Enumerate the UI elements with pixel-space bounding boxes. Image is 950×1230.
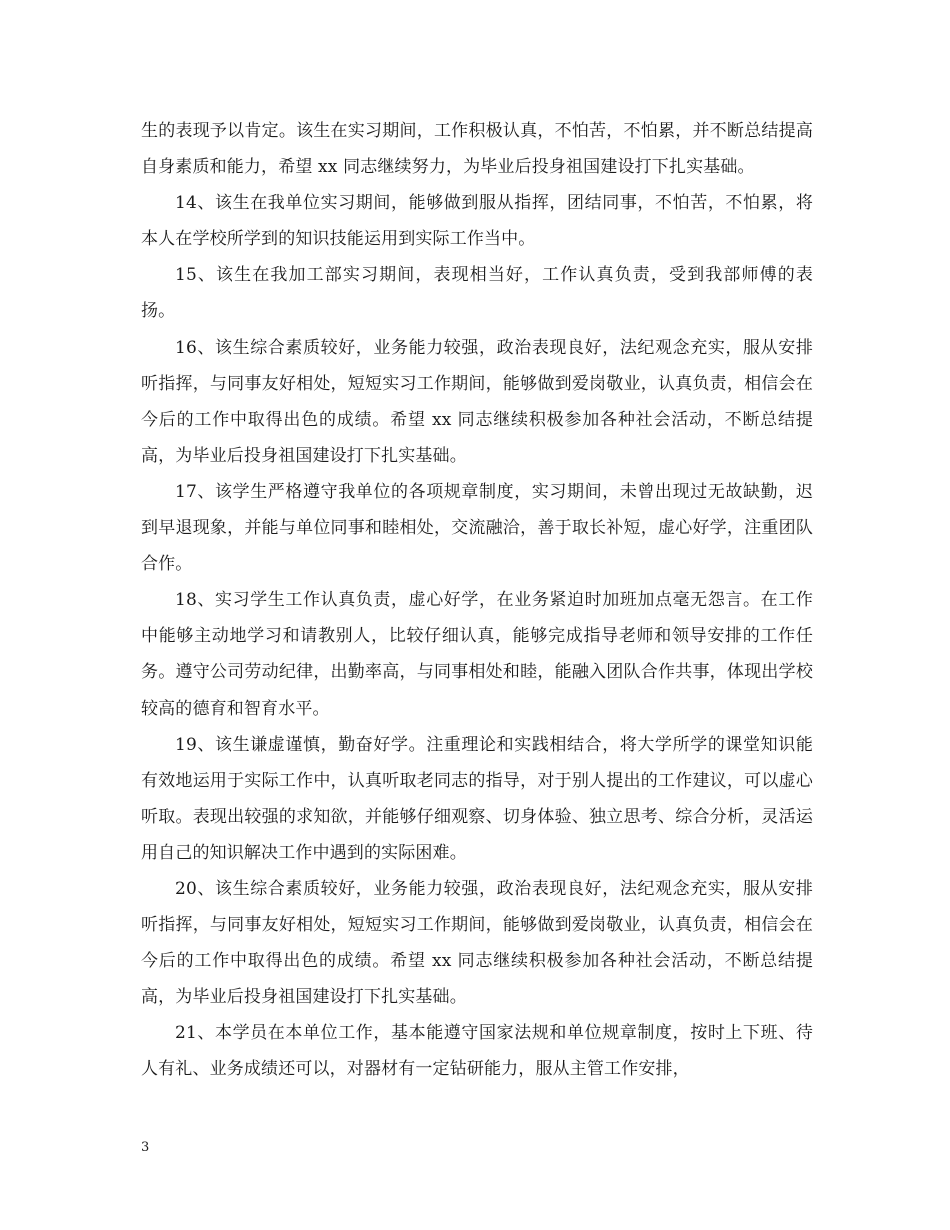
paragraph-21: 21、本学员在本单位工作，基本能遵守国家法规和单位规章制度，按时上下班、待人有礼、业务成绩还可以，对器材有一定钻研能力，服从主管工作安排， [141, 1023, 813, 1080]
paragraph-continuation: 生的表现予以肯定。该生在实习期间，工作积极认真，不怕苦，不怕累，并不断总结提高自身素质和能力，希望 xx 同志继续努力，为毕业后投身祖国建设打下扎实基础。 [141, 121, 813, 178]
paragraph-18: 18、实习学生工作认真负责，虚心好学，在业务紧迫时加班加点毫无怨言。在工作中能够主动地学习和请教别人，比较仔细认真，能够完成指导老师和领导安排的工作任务。遵守公司劳动纪律，出勤率高，与同事相处和睦，能融入团队合作共事，体现出学校较高的德育和智育水平。 [141, 590, 813, 719]
paragraph-14: 14、该生在我单位实习期间，能够做到服从指挥，团结同事，不怕苦，不怕累，将本人在学校所学到的知识技能运用到实际工作当中。 [141, 193, 813, 250]
paragraph-19: 19、该生谦虚谨慎，勤奋好学。注重理论和实践相结合，将大学所学的课堂知识能有效地运用于实际工作中，认真听取老同志的指导，对于别人提出的工作建议，可以虚心听取。表现出较强的求知欲，并能够仔细观察、切身体验、独立思考、综合分析，灵活运用自己的知识解决工作中遇到的实际困难。 [141, 734, 813, 863]
paragraph-16: 16、该生综合素质较好，业务能力较强，政治表现良好，法纪观念充实，服从安排听指挥，与同事友好相处，短短实习工作期间，能够做到爱岗敬业，认真负责，相信会在今后的工作中取得出色的成绩。希望 xx 同志继续积极参加各种社会活动，不断总结提高，为毕业后投身祖国建设打下扎实基础。 [141, 337, 813, 466]
paragraph-17: 17、该学生严格遵守我单位的各项规章制度，实习期间，未曾出现过无故缺勤，迟到早退现象，并能与单位同事和睦相处，交流融洽，善于取长补短，虚心好学，注重团队合作。 [141, 481, 813, 575]
paragraph-20: 20、该生综合素质较好，业务能力较强，政治表现良好，法纪观念充实，服从安排听指挥，与同事友好相处，短短实习工作期间，能够做到爱岗敬业，认真负责，相信会在今后的工作中取得出色的成绩。希望 xx 同志继续积极参加各种社会活动，不断总结提高，为毕业后投身祖国建设打下扎实基础。 [141, 878, 813, 1008]
document-body [141, 113, 813, 1088]
page-number: 3 [141, 1140, 150, 1155]
paragraph-15: 15、该生在我加工部实习期间，表现相当好，工作认真负责，受到我部师傅的表扬。 [141, 265, 813, 322]
